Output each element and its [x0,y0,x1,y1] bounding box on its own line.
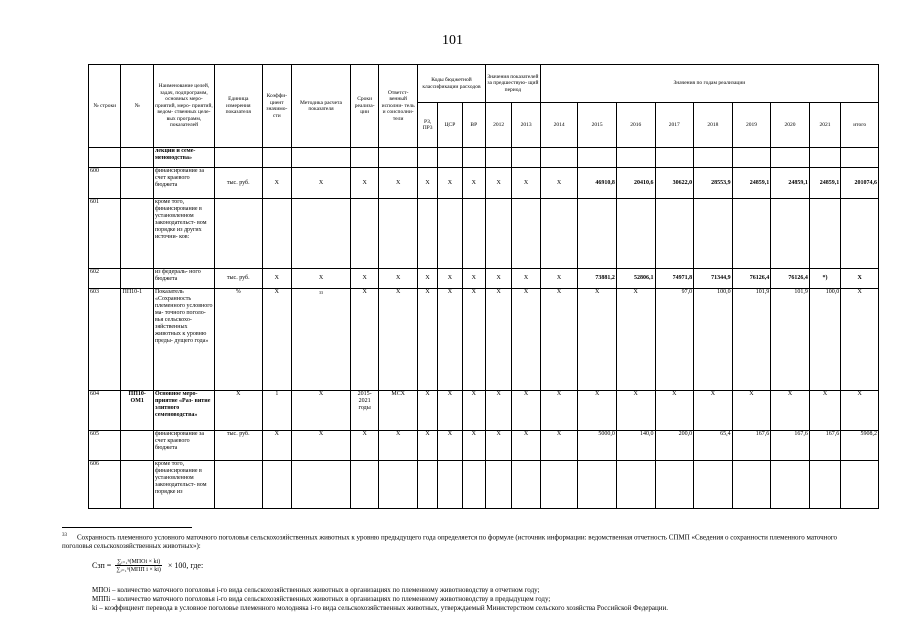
cell-2013: Х [512,391,540,431]
cell-2015: 46910,8 [578,168,617,199]
cell-2017: 97,0 [655,289,694,391]
cell-vr: Х [462,391,485,431]
header-year-2017: 2017 [655,103,694,148]
cell-2015: Х [578,391,617,431]
cell-2016: Х [616,391,655,431]
cell-unit: % [214,289,262,391]
definition-ki: ki – коэффициент перевода в условное поголовье племенного молодняка i-го вида сельскохозяйственных животных, утверждаемый Министерством сельского хозяйства Российской Федерации. [92,604,668,612]
cell-2013: Х [512,168,540,199]
header-total: итого [841,103,879,148]
row-name: Показатель «Сохранность племенного условного ма- точного поголо- вья сельскохо- зяйственных животных к уровню преды- дущего года» [153,289,214,391]
cell-csr: Х [438,391,462,431]
cell-2019: 101,9 [732,289,771,391]
cell-2014: Х [540,168,578,199]
header-method: Методика расчета показателя [292,65,351,148]
header-year-2015: 2015 [578,103,617,148]
cell-2020: 167,6 [771,431,810,461]
cell-2018: 100,0 [694,289,733,391]
cell-coef: Х [262,168,291,199]
header-values-by-year: Значения по годам реализации [540,65,878,103]
cell-terms: Х [350,289,378,391]
row-number: 602 [89,269,121,289]
cell-method: Х [292,391,351,431]
cell-vr: Х [462,431,485,461]
cell-total: Х [841,289,879,391]
cell-method: Х [292,269,351,289]
formula-numerator: ∑ᵢ₌₁ⁿ(МПОi × ki) [117,558,161,565]
cell-method: Х [292,168,351,199]
formula-denominator: ∑ᵢ₌₁ⁿ(МПП i × ki) [116,566,161,573]
row-name: из федераль- ного бюджета [153,269,214,289]
cell-2017: 200,0 [655,431,694,461]
header-year-2021: 2021 [809,103,840,148]
cell-2019: 24859,1 [732,168,771,199]
row-number: 606 [89,461,121,509]
table-row [89,431,879,461]
cell-terms: Х [350,168,378,199]
formula-definitions [92,586,668,613]
row-number: 604 [89,391,121,431]
cell-executor: Х [379,289,418,391]
row-code: ПП10-1 [121,289,153,391]
cell-2017: 30622,0 [655,168,694,199]
row-number: 603 [89,289,121,391]
table-row [89,168,879,199]
cell-2019: Х [732,391,771,431]
header-unit: Единица измерения показателя [214,65,262,148]
table-row [89,391,879,431]
cell-2012: Х [485,391,511,431]
cell-2013: Х [512,431,540,461]
header-number: № [121,65,153,148]
definition-mpp: МППi – количество маточного поголовья i-го вида сельскохозяйственных животных в организациях по племенному животноводству в предыдущем году; [92,595,551,603]
row-name: финансирование за счет краевого бюджета [153,168,214,199]
cell-terms: 2015- 2021 годы [350,391,378,431]
row-number: 601 [89,199,121,269]
cell-rz: Х [417,289,437,391]
cell-2014: Х [540,289,578,391]
header-coefficient: Коэффи- циент значимо- сти [262,65,291,148]
page-number: 101 [442,33,463,48]
cell-rz: Х [417,391,437,431]
cell-vr: Х [462,289,485,391]
formula-fraction [114,558,163,573]
table-row [89,199,879,269]
table-row [89,289,879,391]
cell-coef: Х [262,269,291,289]
cell-unit: тыс. руб. [214,269,262,289]
cell-2016: 140,0 [616,431,655,461]
cell-executor: МСХ [379,391,418,431]
footnote [62,531,862,551]
formula-tail: × 100, где: [167,560,204,570]
cell-2018: 28553,9 [694,168,733,199]
cell-2013: Х [512,289,540,391]
cell-2021: 100,0 [809,289,840,391]
indicators-table [88,64,879,509]
cell-2015: 73881,2 [578,269,617,289]
cell-terms: Х [350,269,378,289]
row-name: финансирование за счет краевого бюджета [153,431,214,461]
cell-2017: Х [655,391,694,431]
header-budget-codes: Коды бюджетной классификации расходов [417,65,485,103]
header-year-2012: 2012 [485,103,511,148]
cell-unit: тыс. руб. [214,431,262,461]
header-terms: Сроки реализа- ции [350,65,378,148]
cell-csr: Х [438,269,462,289]
cell-2014: Х [540,391,578,431]
cell-2019: 167,6 [732,431,771,461]
table-row [89,148,879,168]
row-name: Основное меро- приятие «Раз- витие элитного семеноводства» [153,391,214,431]
header-executor: Ответст- венный исполни- тель и соисполни- тели [379,65,418,148]
cell-2020: 101,9 [771,289,810,391]
cell-method: Х [292,431,351,461]
cell-2014: Х [540,269,578,289]
row-code: ПП10- ОМ1 [121,391,153,431]
cell-2015: Х [578,289,617,391]
cell-2017: 74971,8 [655,269,694,289]
cell-2021: 167,6 [809,431,840,461]
header-year-2016: 2016 [616,103,655,148]
cell-coef: 1 [262,391,291,431]
cell-2021: Х [809,391,840,431]
cell-2012: Х [485,168,511,199]
cell-total: 201074,6 [841,168,879,199]
header-vr: ВР [462,103,485,148]
cell-2021: 24859,1 [809,168,840,199]
footnote-text: Сохранность племенного условного маточного поголовья сельскохозяйственных животных к уровню предыдущего года определяется по формуле (источник информации: ведомственная отчетность СПМП «Сведения о сохранности племенного маточного поголовья сельскохозяйственных животных»): [62,533,838,551]
row-number: 600 [89,168,121,199]
definition-mpo: МПОi – количество маточного поголовья i-го вида сельскохозяйственных животных в организациях по племенному животноводству в отчетном году; [92,586,540,594]
cell-coef: Х [262,289,291,391]
row-name: кроме того, финансирование в установленном законодательст- вом порядке из других источни- ков: [153,199,214,269]
header-rz: РЗ, ПР3 [417,103,437,148]
table-row [89,461,879,509]
cell-coef: Х [262,431,291,461]
header-year-2020: 2020 [771,103,810,148]
header-year-2018: 2018 [694,103,733,148]
cell-executor: Х [379,431,418,461]
header-year-2013: 2013 [512,103,540,148]
cell-csr: Х [438,168,462,199]
cell-2016: 52806,1 [616,269,655,289]
cell-2018: Х [694,391,733,431]
cell-2021: *) [809,269,840,289]
cell-2013: Х [512,269,540,289]
cell-2019: 76126,4 [732,269,771,289]
cell-total: Х [841,391,879,431]
row-number: 605 [89,431,121,461]
cell-total: Х [841,269,879,289]
header-year-2019: 2019 [732,103,771,148]
row-name: кроме того, финансирование в установленном законодательст- вом порядке из [153,461,214,509]
cell-2020: Х [771,391,810,431]
footnote-divider [62,527,192,528]
cell-executor: Х [379,269,418,289]
cell-2012: Х [485,431,511,461]
cell-rz: Х [417,269,437,289]
cell-2014: Х [540,431,578,461]
footnote-mark: 33 [62,533,67,538]
cell-executor: Х [379,168,418,199]
cell-2012: Х [485,289,511,391]
cell-2016: 20410,6 [616,168,655,199]
cell-2018: 71344,9 [694,269,733,289]
header-row-number: № строки [89,65,121,148]
cell-unit: тыс. руб. [214,168,262,199]
cell-2018: 65,4 [694,431,733,461]
formula-lhs: Сзп = [92,560,112,570]
cell-2012: Х [485,269,511,289]
cell-csr: Х [438,431,462,461]
table-row [89,269,879,289]
cell-vr: Х [462,168,485,199]
cell-rz: Х [417,168,437,199]
formula [92,553,203,577]
cell-vr: Х [462,269,485,289]
header-previous-values: Значения показателей за предшествую- щий период [485,65,540,103]
cell-2020: 24859,1 [771,168,810,199]
row-name: лекции и семе- меноводства» [153,148,214,168]
cell-csr: Х [438,289,462,391]
cell-total: 5908,2 [841,431,879,461]
cell-rz: Х [417,431,437,461]
cell-unit: Х [214,391,262,431]
header-name: Наименование целей, задач, подпрограмм, основных меро- приятий, меро- приятий, ведом- ственных целе- вых программ, показателей [153,65,214,148]
cell-terms: Х [350,431,378,461]
cell-2020: 76126,4 [771,269,810,289]
cell-method: 33 [292,289,351,391]
header-csr: ЦСР [438,103,462,148]
cell-2016: Х [616,289,655,391]
cell-2015: 5000,0 [578,431,617,461]
header-year-2014: 2014 [540,103,578,148]
